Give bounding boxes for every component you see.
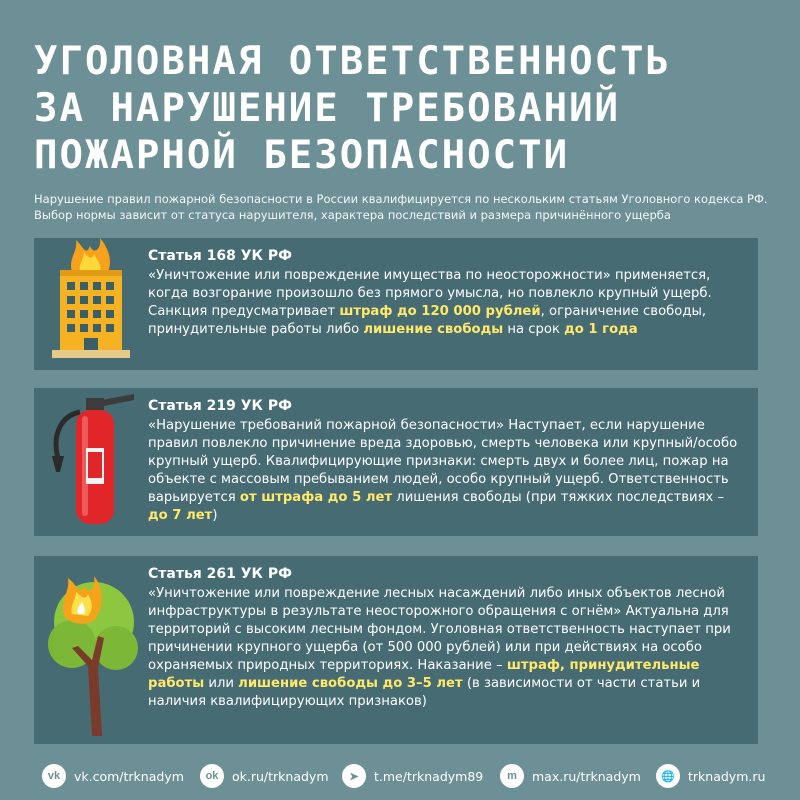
article-text xyxy=(148,396,748,525)
article-highlight: до 1 года xyxy=(564,322,638,337)
article-body: или xyxy=(204,676,239,691)
footer-link-label: ok.ru/trknadym xyxy=(232,768,329,784)
article-body: «Уничтожение или повреждение имущества по неосторожности» применяется, когда возгорание произошло без прямого умысла, но повлекло крупный ущерб. Санкция предусматривает xyxy=(148,268,712,319)
footer-link-label: max.ru/trknadym xyxy=(532,768,641,784)
article-highlight: лишение свободы до 3–5 лет xyxy=(238,676,463,691)
social-footer xyxy=(0,760,800,792)
article-body: «Нарушение требований пожарной безопасности» Наступает, если нарушение правил повлекло причинение вреда здоровью, смерть человека или крупный/особо крупный ущерб. Квалифицирующие признаки: смерть двух и более лиц, пожар на объекте с массовым пребыванием людей, особо крупный ущерб. Ответственность варьируется xyxy=(148,418,738,505)
article-heading: Статья 168 УК РФ xyxy=(148,248,293,264)
article-card-168 xyxy=(34,238,758,370)
footer-link-telegram[interactable] xyxy=(342,764,483,788)
footer-link-ok[interactable] xyxy=(200,764,329,788)
article-body: на срок xyxy=(503,322,565,337)
fire-extinguisher-icon xyxy=(42,388,142,536)
article-card-261 xyxy=(34,556,758,744)
article-text xyxy=(148,564,748,711)
globe-icon: 🌐 xyxy=(656,764,680,788)
article-body: лишения свободы (при тяжких последствиях – xyxy=(392,490,725,505)
footer-link-label: trknadym.ru xyxy=(688,768,766,784)
article-body: , ограничение свободы, принудительные работы либо xyxy=(148,304,707,337)
article-highlight: штраф до 120 000 рублей xyxy=(339,304,541,319)
article-body: ) xyxy=(212,508,218,523)
page-title xyxy=(34,38,774,179)
article-text xyxy=(148,246,748,339)
article-highlight: лишение свободы xyxy=(363,322,504,337)
article-highlight: от штрафа до 5 лет xyxy=(239,490,393,505)
footer-link-label: t.me/trknadym89 xyxy=(374,768,484,784)
article-heading: Статья 261 УК РФ xyxy=(148,566,293,582)
burning-building-icon xyxy=(42,238,142,370)
telegram-icon: ➤ xyxy=(342,764,366,788)
max-messenger-icon: m xyxy=(500,764,524,788)
title-line-1: УГОЛОВНАЯ ОТВЕТСТВЕННОСТЬ xyxy=(34,39,671,84)
article-highlight: до 7 лет xyxy=(148,508,213,523)
intro-text: Нарушение правил пожарной безопасности в России квалифицируется по нескольким статьям Уголовного кодекса РФ. Выбор нормы зависит от статуса нарушителя, характера последствий и размера причинённого ущерба xyxy=(34,192,768,222)
article-highlight: штраф, принудительные работы xyxy=(148,658,700,691)
title-line-2: ЗА НАРУШЕНИЕ ТРЕБОВАНИЙ xyxy=(34,86,621,131)
article-heading: Статья 219 УК РФ xyxy=(148,398,293,414)
title-line-3: ПОЖАРНОЙ БЕЗОПАСНОСТИ xyxy=(34,133,570,178)
footer-link-site[interactable] xyxy=(656,764,765,788)
burning-tree-icon xyxy=(42,556,142,744)
article-card-219 xyxy=(34,388,758,536)
article-body: «Уничтожение или повреждение лесных насаждений либо иных объектов лесной инфраструктуры в результате неосторожного обращения с огнём» Актуальна для территорий с высоким лесным фондом. Уголовная ответственность наступает при причинении крупного ущерба (от 500 000 рублей) или при действиях на особо охраняемых природных территориях. Наказание – xyxy=(148,586,731,673)
footer-link-vk[interactable] xyxy=(42,764,184,788)
article-body: (в зависимости от части статьи и наличия квалифицирующих признаков) xyxy=(148,676,701,709)
footer-link-max[interactable] xyxy=(500,764,641,788)
footer-link-label: vk.com/trknadym xyxy=(74,768,184,784)
odnoklassniki-icon: ok xyxy=(200,764,224,788)
vk-icon: vk xyxy=(42,764,66,788)
